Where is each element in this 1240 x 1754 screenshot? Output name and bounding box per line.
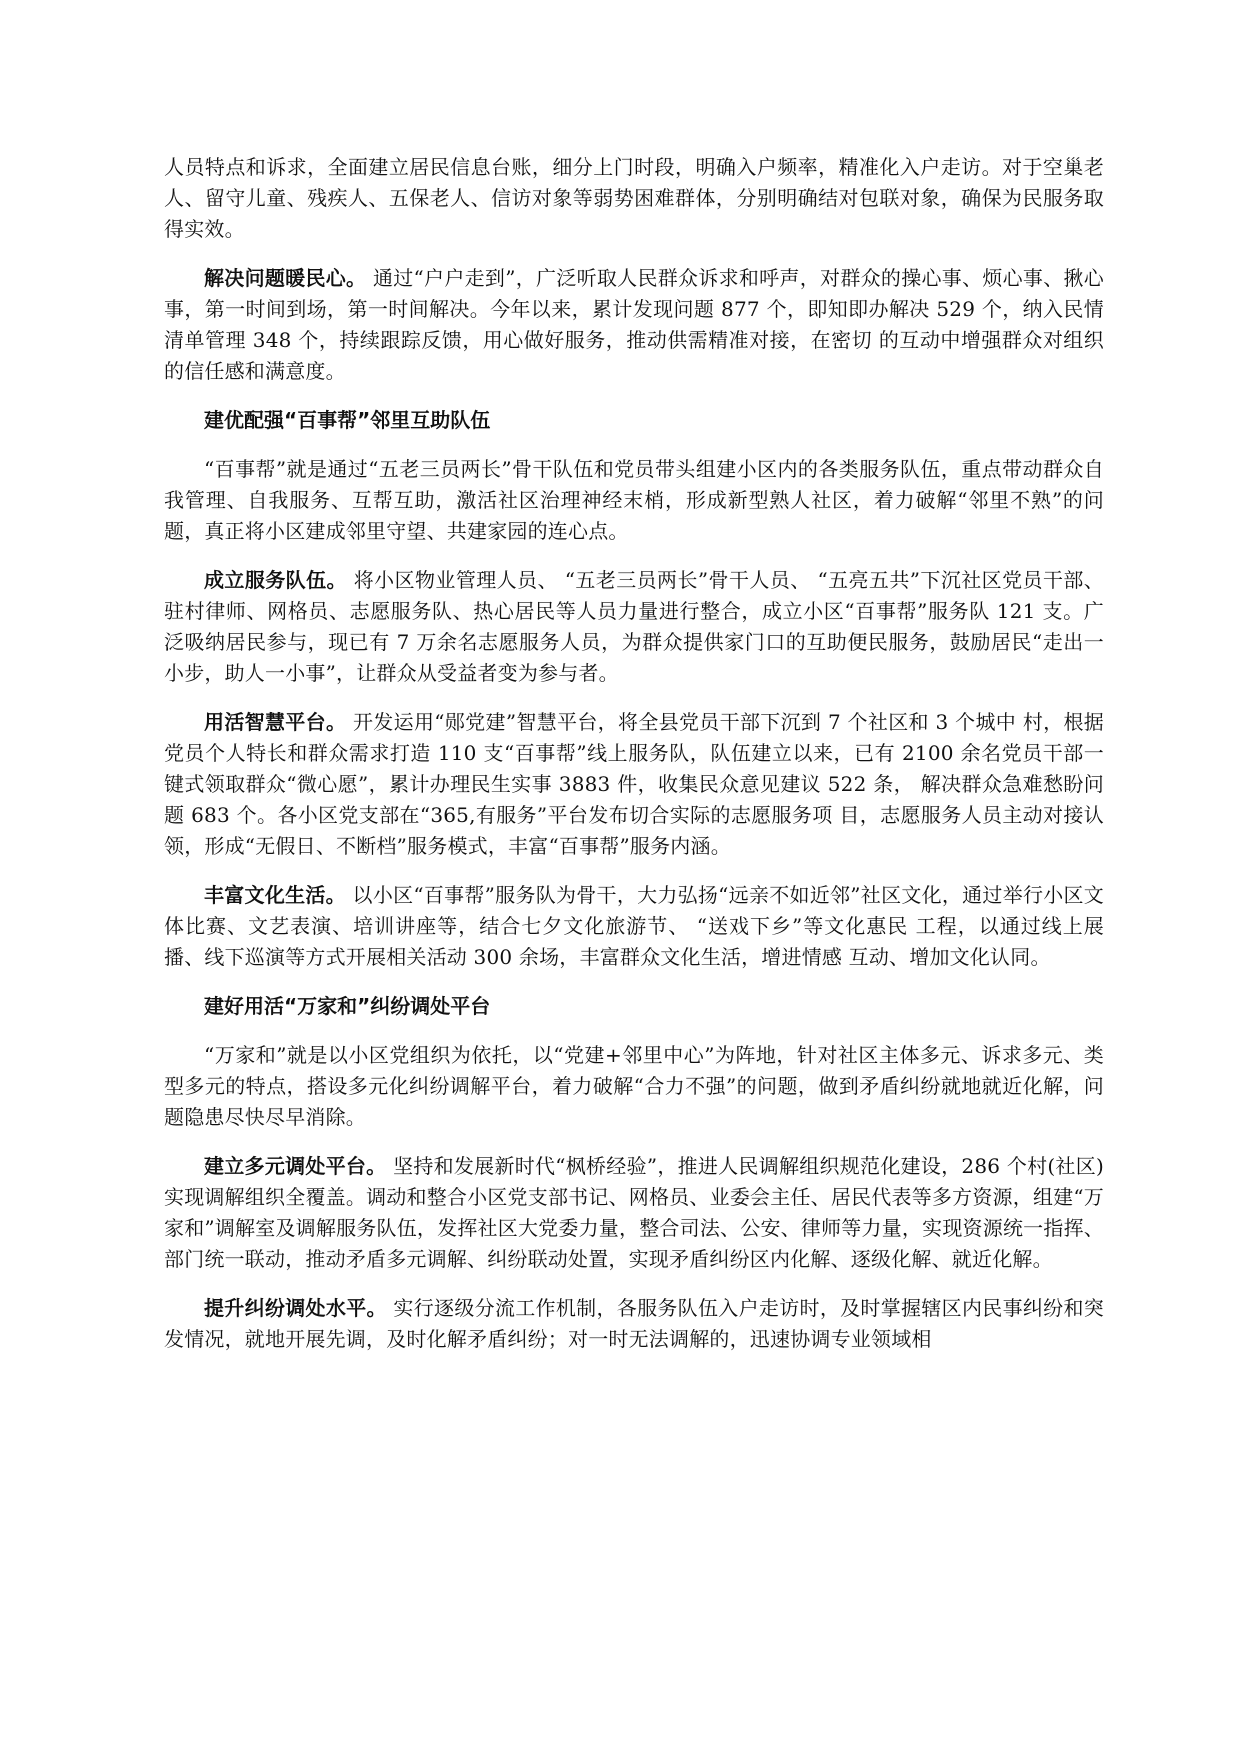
paragraph-text: 将小区物业管理人员、 “五老三员两长”骨干人员、 “五亮五共”下沉社区党员干部、驻村律师、网格员、志愿服务队、热心居民等人员力量进行整合，成立小区“百事帮”服务队 121 支。广泛吸纳居民参与，现已有 7 万余名志愿服务人员，为群众提供家门口的互助便民服务，鼓励居民“走出一小步，助人一小事”，让群众从受益者变为参与者。 (164, 568, 1104, 685)
paragraph-text: 通过“户户走到”，广泛听取人民群众诉求和呼声，对群众的操心事、烦心事、揪心事，第一时间到场，第一时间解决。今年以来，累计发现问题 877 个，即知即办解决 529 个，纳入民情清单管理 348 个，持续跟踪反馈，用心做好服务，推动供需精准对接，在密切 的互动中增强群众对组织的信任感和满意度。 (164, 266, 1104, 383)
document-body (164, 152, 1104, 1373)
paragraph-mediation-platform (164, 1151, 1104, 1275)
section-heading-baishibang: 建优配强“百事帮”邻里互助队伍 (204, 408, 491, 432)
paragraph-lead: 建立多元调处平台。 (204, 1154, 387, 1178)
section-heading-wanjiahe: 建好用活“万家和”纠纷调处平台 (204, 994, 491, 1018)
paragraph-solve-problems (164, 263, 1104, 387)
paragraph-text: 坚持和发展新时代“枫桥经验”，推进人民调解组织规范化建设，286 个村(社区)实现调解组织全覆盖。调动和整合小区党支部书记、网格员、业委会主任、居民代表等多方资源，组建“万家和”调解室及调解服务队伍，发挥社区大党委力量，整合司法、公安、律师等力量，实现资源统一指挥、部门统一联动，推动矛盾多元调解、纠纷联动处置，实现矛盾纠纷区内化解、逐级化解、就近化解。 (164, 1154, 1104, 1271)
paragraph-lead: 提升纠纷调处水平。 (204, 1296, 387, 1320)
paragraph-text: 开发运用“郧党建”智慧平台，将全县党员干部下沉到 7 个社区和 3 个城中 村，根据党员个人特长和群众需求打造 110 支“百事帮”线上服务队，队伍建立以来，已有 2100 余名党员干部一键式领取群众“微心愿”，累计办理民生实事 3883 件，收集民众意见建议 522 条， 解决群众急难愁盼问题 683 个。各小区党支部在“365,有服务”平台发布切合实际的志愿服务项 目，志愿服务人员主动对接认领，形成“无假日、不断档”服务模式，丰富“百事帮”服务内涵。 (164, 710, 1104, 858)
paragraph-text: 实行逐级分流工作机制，各服务队伍入户走访时，及时掌握辖区内民事纠纷和突发情况，就地开展先调，及时化解矛盾纠纷；对一时无法调解的，迅速协调专业领域相 (164, 1296, 1104, 1351)
paragraph-lead: 解决问题暖民心。 (204, 266, 367, 290)
paragraph-continued: 人员特点和诉求，全面建立居民信息台账，细分上门时段，明确入户频率，精准化入户走访。对于空巢老人、留守儿童、残疾人、五保老人、信访对象等弱势困难群体，分别明确结对包联对象，确保为民服务取得实效。 (164, 155, 1104, 241)
paragraph-service-team (164, 565, 1104, 689)
paragraph-lead: 丰富文化生活。 (204, 883, 346, 907)
paragraph-cultural-life (164, 880, 1104, 973)
paragraph-mediation-level (164, 1293, 1104, 1355)
paragraph-baishibang-intro: “百事帮”就是通过“五老三员两长”骨干队伍和党员带头组建小区内的各类服务队伍，重点带动群众自我管理、自我服务、互帮互助，激活社区治理神经末梢，形成新型熟人社区，着力破解“邻里不熟”的问题，真正将小区建成邻里守望、共建家园的连心点。 (164, 457, 1104, 543)
paragraph-smart-platform (164, 707, 1104, 862)
paragraph-wanjiahe-intro: “万家和”就是以小区党组织为依托，以“党建+邻里中心”为阵地，针对社区主体多元、诉求多元、类型多元的特点，搭设多元化纠纷调解平台，着力破解“合力不强”的问题，做到矛盾纠纷就地就近化解，问题隐患尽快尽早消除。 (164, 1043, 1104, 1129)
paragraph-lead: 成立服务队伍。 (204, 568, 347, 592)
paragraph-lead: 用活智慧平台。 (204, 710, 347, 734)
paragraph-text: 以小区“百事帮”服务队为骨干，大力弘扬“远亲不如近邻”社区文化，通过举行小区文体比赛、文艺表演、培训讲座等，结合七夕文化旅游节、 “送戏下乡”等文化惠民 工程，以通过线上展播、线下巡演等方式开展相关活动 300 余场，丰富群众文化生活，增进情感 互动、增加文化认同。 (164, 883, 1104, 969)
